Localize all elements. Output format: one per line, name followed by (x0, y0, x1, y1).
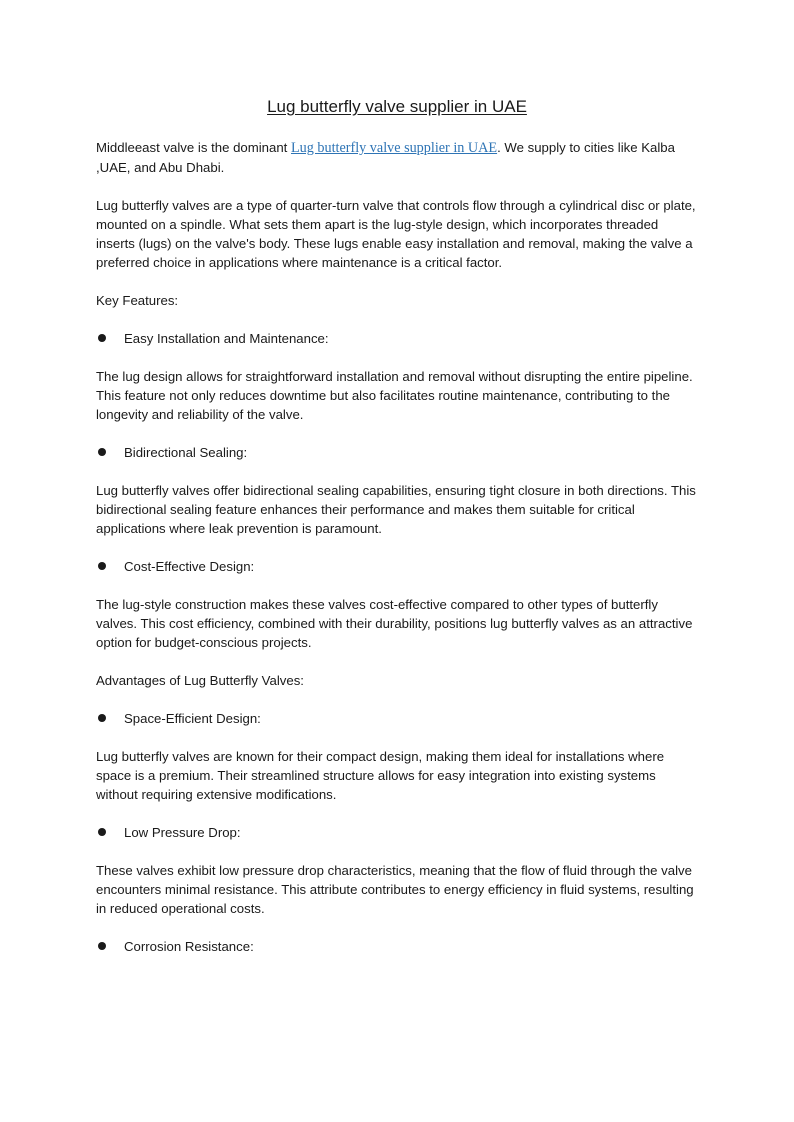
bullet-dot-icon (98, 448, 106, 456)
bullet-dot-icon (98, 828, 106, 836)
bullet-item (96, 937, 698, 956)
bullet-heading: Corrosion Resistance: (124, 939, 254, 954)
feature-paragraph: The lug-style construction makes these valves cost-effective compared to other types of butterfly valves. This cost efficiency, combined with their durability, positions lug butterfly valves as an attractive option for budget-conscious projects. (96, 597, 693, 650)
bullet-heading: Cost-Effective Design: (124, 559, 255, 574)
feature-paragraph: The lug design allows for straightforward installation and removal without disrupting the entire pipeline. This feature not only reduces downtime but also facilitates routine maintenance, contributing to the longevity and reliability of the valve. (96, 369, 693, 422)
bullet-dot-icon (98, 942, 106, 950)
intro-text-before-link: Middleeast valve is the dominant (96, 140, 291, 155)
bullet-item (96, 823, 698, 842)
advantage-paragraph: These valves exhibit low pressure drop characteristics, meaning that the flow of fluid through the valve encounters minimal resistance. This attribute contributes to energy efficiency in fluid systems, resulting in reduced operational costs. (96, 863, 694, 916)
bullet-dot-icon (98, 714, 106, 722)
bullet-item (96, 443, 698, 462)
intro-text-after-link: . We supply to cities like Kalba ,UAE, and Abu Dhabi. (96, 140, 675, 175)
bullet-item (96, 709, 698, 728)
bullet-dot-icon (98, 334, 106, 342)
bullet-heading: Low Pressure Drop: (124, 825, 241, 840)
advantages-heading: Advantages of Lug Butterfly Valves: (96, 673, 304, 688)
bullet-item (96, 557, 698, 576)
bullet-heading: Bidirectional Sealing: (124, 445, 248, 460)
intro-paragraph (96, 138, 698, 177)
feature-paragraph: Lug butterfly valves offer bidirectional sealing capabilities, ensuring tight closure in both directions. This bidirectional sealing feature enhances their performance and makes them suitable for critical applications where leak prevention is paramount. (96, 483, 696, 536)
overview-paragraph: Lug butterfly valves are a type of quarter-turn valve that controls flow through a cylindrical disc or plate, mounted on a spindle. What sets them apart is the lug-style design, which incorporates threaded inserts (lugs) on the valve's body. These lugs enable easy installation and removal, making the valve a preferred choice in applications where maintenance is a critical factor. (96, 198, 696, 270)
bullet-heading: Easy Installation and Maintenance: (124, 331, 329, 346)
bullet-heading: Space-Efficient Design: (124, 711, 261, 726)
supplier-link[interactable]: Lug butterfly valve supplier in UAE (291, 140, 498, 156)
page-title: Lug butterfly valve supplier in UAE (267, 97, 527, 116)
document-body (96, 138, 698, 975)
bullet-item (96, 329, 698, 348)
key-features-heading: Key Features: (96, 293, 179, 308)
advantage-paragraph: Lug butterfly valves are known for their compact design, making them ideal for installations where space is a premium. Their streamlined structure allows for easy integration into existing systems without requiring extensive modifications. (96, 749, 665, 802)
bullet-dot-icon (98, 562, 106, 570)
